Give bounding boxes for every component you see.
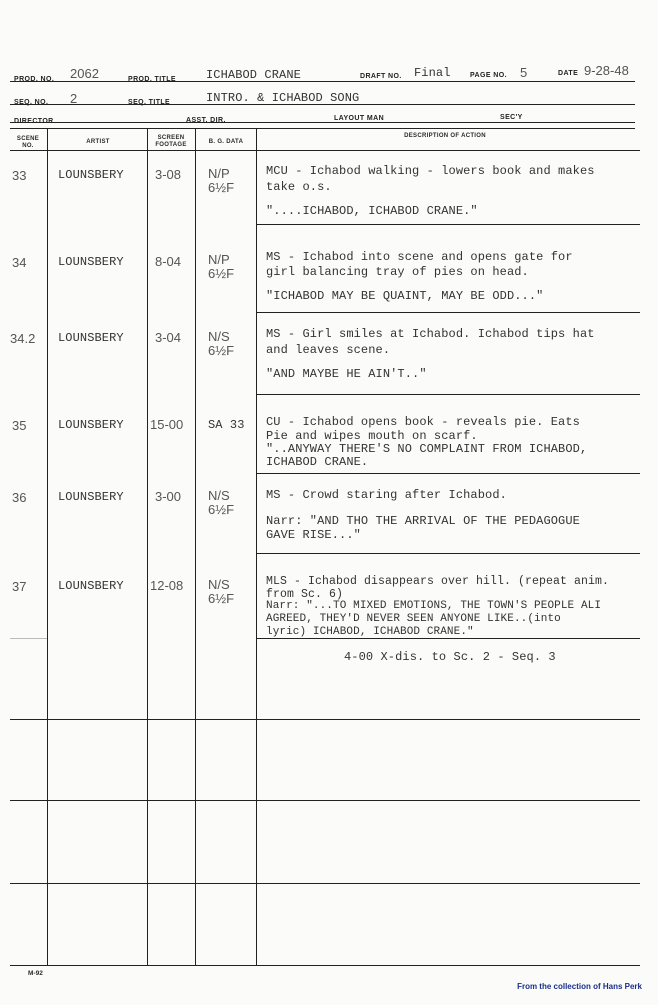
col-header-footage: SCREEN FOOTAGE [155,135,187,148]
description-line: take o.s. [266,180,332,194]
row-rule [256,553,640,554]
artist-name: LOUNSBERY [58,168,124,182]
description-line: ICHABOD CRANE. [266,455,369,469]
bg-data-line1: N/S [208,577,230,592]
description-line: and leaves scene. [266,343,391,357]
seq-title-label: SEQ. TITLE [128,99,171,106]
scene-number: 37 [12,579,27,594]
header-rule-1 [10,81,635,82]
draft-no-value: Final [414,66,451,80]
bg-data-line1: SA 33 [208,418,245,432]
description-line: MCU - Ichabod walking - lowers book and makes [266,164,595,178]
scene-number: 34.2 [10,331,36,346]
artist-name: LOUNSBERY [58,490,124,504]
description-line: "ICHABOD MAY BE QUAINT, MAY BE ODD..." [266,289,544,303]
draft-no-label: DRAFT NO. [360,73,402,80]
column-header-bottom-rule [10,150,640,151]
description-line: "AND MAYBE HE AIN'T.." [266,367,427,381]
bg-data-line2: 6½F [208,502,235,517]
layout-man-label: LAYOUT MAN [334,115,385,122]
description-line: Narr: "...TO MIXED EMOTIONS, THE TOWN'S PEOPLE ALI [266,600,602,612]
col-divider-2 [147,128,148,966]
prod-no-label: PROD. NO. [14,76,55,83]
footage-value: 15-00 [150,417,184,432]
scene-number: 34 [12,255,27,270]
row-rule [10,719,640,720]
artist-name: LOUNSBERY [58,579,124,593]
prod-title-value: ICHABOD CRANE [206,68,301,82]
seq-no-label: SEQ. NO. [14,99,49,106]
artist-name: LOUNSBERY [58,255,124,269]
footage-value: 12-08 [150,578,184,593]
col-header-artist: ARTIST [86,139,110,145]
description-line: Narr: "AND THO THE ARRIVAL OF THE PEDAGOGUE [266,514,580,528]
collection-credit: From the collection of Hans Perk [517,982,642,991]
date-value: 9-28-48 [584,63,629,78]
table-bottom-rule [10,965,640,966]
description-line: Pie and wipes mouth on scarf. [266,429,478,443]
description-line: AGREED, THEY'D NEVER SEEN ANYONE LIKE..(into [266,613,561,625]
bg-data-line2: 6½F [208,343,235,358]
col-header-scene: SCENE NO. [16,136,40,149]
row-rule [10,233,640,234]
row-rule [256,394,640,395]
description-line: girl balancing tray of pies on head. [266,265,529,279]
col-divider-1 [47,128,48,966]
footage-value: 3-00 [155,489,182,504]
row-rule [256,638,640,639]
description-line: lyric) ICHABOD, ICHABOD CRANE." [266,626,474,638]
form-number: M-92 [28,970,43,977]
bg-data-line2: 6½F [208,180,235,195]
footage-value: 8-04 [155,254,182,269]
row-rule [10,800,640,801]
description-line: GAVE RISE..." [266,528,361,542]
description-line: "....ICHABOD, ICHABOD CRANE." [266,204,478,218]
secy-label: SEC'Y [500,114,523,121]
footage-value: 3-04 [155,330,182,345]
description-line: "..ANYWAY THERE'S NO COMPLAINT FROM ICHABOD, [266,442,588,456]
footage-value: 3-08 [155,167,182,182]
page-no-label: PAGE NO. [470,72,507,79]
col-header-description: DESCRIPTION OF ACTION [404,133,486,139]
description-line: from Sc. 6) [266,588,344,601]
bg-data-line1: N/P [208,252,230,267]
seq-no-value: 2 [70,91,78,106]
bg-data-line1: N/S [208,488,230,503]
description-line: MS - Ichabod into scene and opens gate for [266,250,573,264]
bg-data-line2: 6½F [208,266,235,281]
row-rule [10,883,640,884]
col-divider-4 [256,128,257,966]
asst-dir-label: ASST. DIR. [186,117,226,124]
description-line: MS - Girl smiles at Ichabod. Ichabod tips hat [266,327,595,341]
row-rule [256,312,640,313]
end-note: 4-00 X-dis. to Sc. 2 - Seq. 3 [344,650,556,664]
director-label: DIRECTOR [14,118,54,125]
artist-name: LOUNSBERY [58,418,124,432]
header-rule-4 [10,128,635,129]
header-rule-3 [10,122,635,123]
prod-no-value: 2062 [70,66,99,81]
row-rule [10,638,47,639]
page-no-value: 5 [520,65,528,80]
row-rule [256,473,640,474]
scene-number: 36 [12,490,27,505]
scene-number: 33 [12,168,27,183]
prod-title-label: PROD. TITLE [128,76,176,83]
artist-name: LOUNSBERY [58,331,124,345]
col-header-bg-data: B. G. DATA [208,139,244,145]
row-rule [256,224,640,225]
description-line: CU - Ichabod opens book - reveals pie. Eats [266,415,580,429]
description-line: MS - Crowd staring after Ichabod. [266,488,507,502]
description-line: MLS - Ichabod disappears over hill. (repeat anim. [266,575,610,588]
scene-number: 35 [12,418,27,433]
col-divider-3 [195,128,196,966]
bg-data-line2: 6½F [208,591,235,606]
seq-title-value: INTRO. & ICHABOD SONG [206,91,360,105]
bg-data-line1: N/S [208,329,230,344]
date-label: DATE [558,70,579,77]
bg-data-line1: N/P [208,166,230,181]
